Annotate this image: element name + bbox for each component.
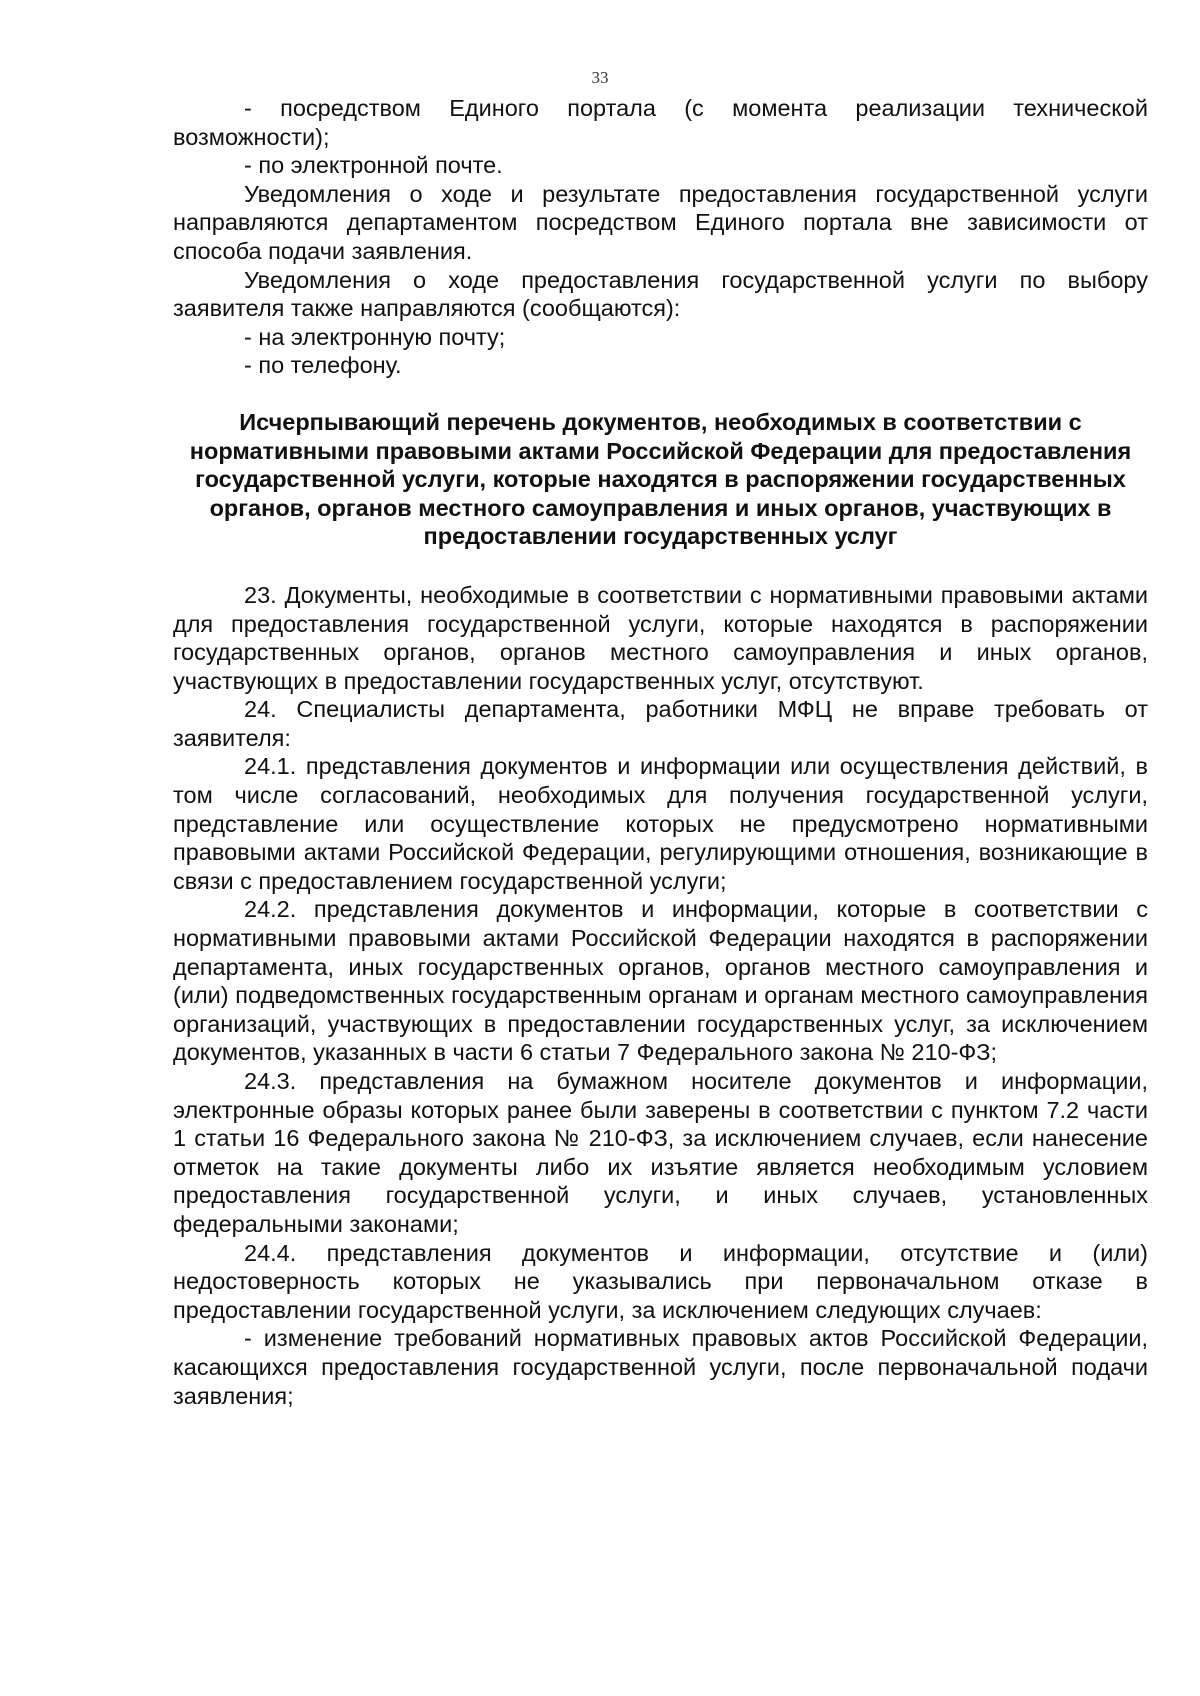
paragraph: 24.1. представления документов и информации или осуществления действий, в том числе согласований, необходимых для получения государственной услуги, представление или осуществление которых не предусмотрено нормативными правовыми актами Российской Федерации, регулирующими отношения, возникающие в связи с предоставлением государственной услуги; (173, 753, 1148, 894)
section-heading: Исчерпывающий перечень документов, необходимых в соответствии с нормативными правовыми актами Российской Федерации для предоставления государственной услуги, которые находятся в распоряжении государственных органов, органов местного самоуправления и иных органов, участвующих в предоставлении государственных услуг (189, 408, 1132, 550)
paragraph: 24.4. представления документов и информации, отсутствие и (или) недостоверность которых не указывались при первоначальном отказе в предоставлении государственной услуги, за исключением следующих случаев: (173, 1239, 1148, 1323)
paragraph: 24. Специалисты департамента, работники МФЦ не вправе требовать от заявителя: (173, 696, 1148, 751)
paragraph: - на электронную почту; (244, 323, 506, 350)
paragraph: - по электронной почте. (244, 152, 503, 179)
paragraph: Уведомления о ходе и результате предоставления государственной услуги направляются департаментом посредством Единого портала вне зависимости от способа подачи заявления. (173, 180, 1148, 264)
page-number: 33 (591, 68, 609, 87)
paragraph: Уведомления о ходе предоставления государственной услуги по выбору заявителя также направляются (сообщаются): (173, 266, 1148, 322)
paragraph: - изменение требований нормативных правовых актов Российской Федерации, касающихся предоставления государственной услуги, после первоначальной подачи заявления; (173, 1325, 1148, 1409)
document-body (173, 94, 1148, 1410)
paragraph: 24.2. представления документов и информации, которые в соответствии с нормативными правовыми актами Российской Федерации находятся в распоряжении департамента, иных государственных органов, органов местного самоуправления и (или) подведомственных государственным органам и органам местного самоуправления организаций, участвующих в предоставлении государственных услуг, за исключением документов, указанных в части 6 статьи 7 Федерального закона № 210-ФЗ; (173, 896, 1148, 1066)
paragraph: 24.3. представления на бумажном носителе документов и информации, электронные образы которых ранее были заверены в соответствии с пунктом 7.2 части 1 статьи 16 Федерального закона № 210-ФЗ, за исключением случаев, если нанесение отметок на такие документы либо их изъятие является необходимым условием предоставления государственной услуги, и иных случаев, установленных федеральными законами; (173, 1068, 1148, 1237)
paragraph: 23. Документы, необходимые в соответствии с нормативными правовыми актами для предоставления государственной услуги, которые находятся в распоряжении государственных органов, органов местного самоуправления и иных органов, участвующих в предоставлении государственных услуг, отсутствуют. (173, 581, 1148, 694)
paragraph: - посредством Единого портала (с момента реализации технической возможности); (173, 95, 1148, 150)
paragraph: - по телефону. (244, 352, 402, 379)
